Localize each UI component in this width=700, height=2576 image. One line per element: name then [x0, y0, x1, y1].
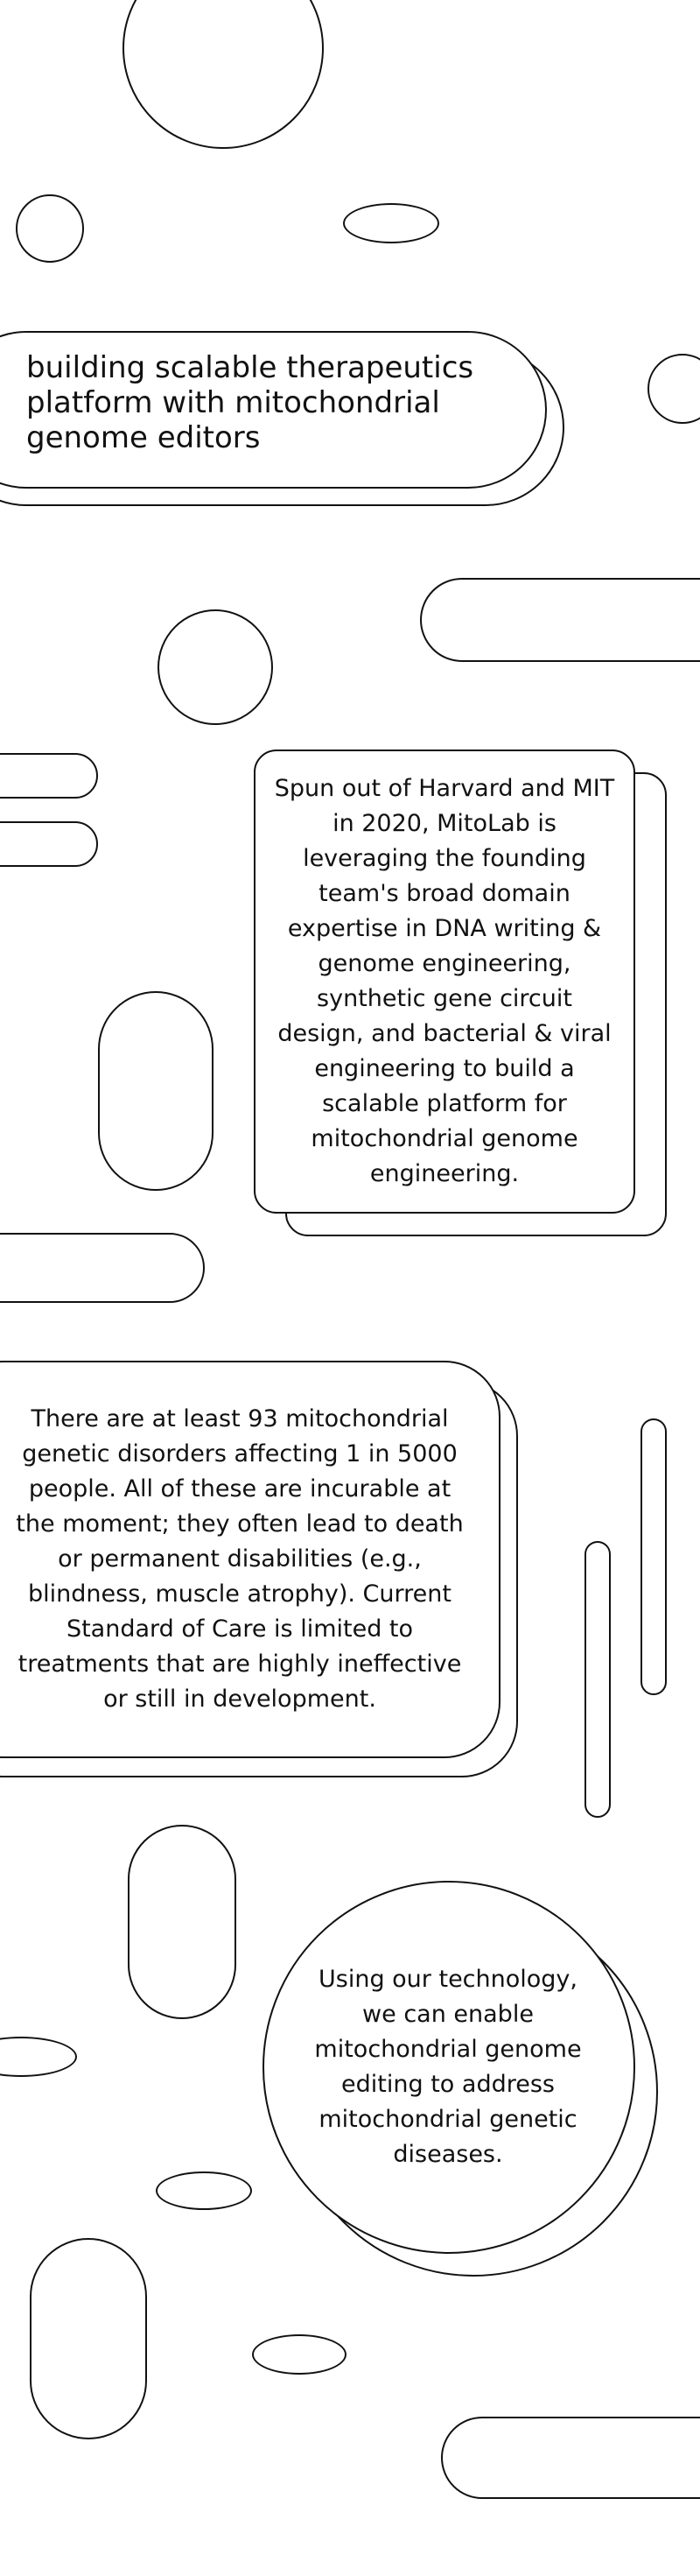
section-2-text-wrap	[12, 1378, 467, 1741]
section-2-text: There are at least 93 mitochondrial genetic disorders affecting 1 in 5000 people. All of these are incurable at the moment; they often lead to death or permanent disabilities (e.g., blindness, muscle atrophy). Current Standard of Care is limited to treatments that are highly ineffective or still in development.	[16, 1405, 464, 1713]
decorative-large-circle	[122, 0, 324, 149]
decorative-bar-left-2	[0, 821, 98, 867]
section-1-text-wrap	[273, 758, 616, 1205]
decorative-thin-capsule-2	[584, 1541, 611, 1818]
decorative-vertical-capsule-3	[30, 2238, 147, 2439]
decorative-small-circle	[16, 194, 84, 263]
decorative-ellipse	[343, 203, 439, 243]
decorative-ellipse-left	[0, 2037, 77, 2077]
decorative-ellipse-bottom	[252, 2334, 346, 2375]
section-3-text-wrap	[308, 1926, 588, 2208]
decorative-ellipse-mid	[156, 2171, 252, 2210]
decorative-bar-left-3	[0, 1233, 205, 1303]
decorative-vertical-capsule-1	[98, 991, 214, 1191]
section-1-text: Spun out of Harvard and MIT in 2020, MitoLab is leveraging the founding team's broad domain expertise in DNA writing & genome engineering, synthetic gene circuit design, and bacterial & viral engineering to build a scalable platform for mitochondrial genome engineering.	[274, 775, 615, 1187]
decorative-vertical-capsule-2	[128, 1825, 236, 2019]
decorative-edge-circle	[648, 354, 700, 424]
decorative-thin-capsule-1	[640, 1418, 667, 1695]
headline: building scalable therapeutics platform with mitochondrial genome editors	[26, 350, 474, 455]
decorative-bottom-capsule	[441, 2417, 700, 2499]
decorative-edge-capsule	[420, 578, 700, 662]
section-3-text: Using our technology, we can enable mitochondrial genome editing to address mitochondrial genetic diseases.	[314, 1966, 582, 2168]
decorative-circle	[158, 609, 273, 725]
decorative-bar-left-1	[0, 753, 98, 799]
